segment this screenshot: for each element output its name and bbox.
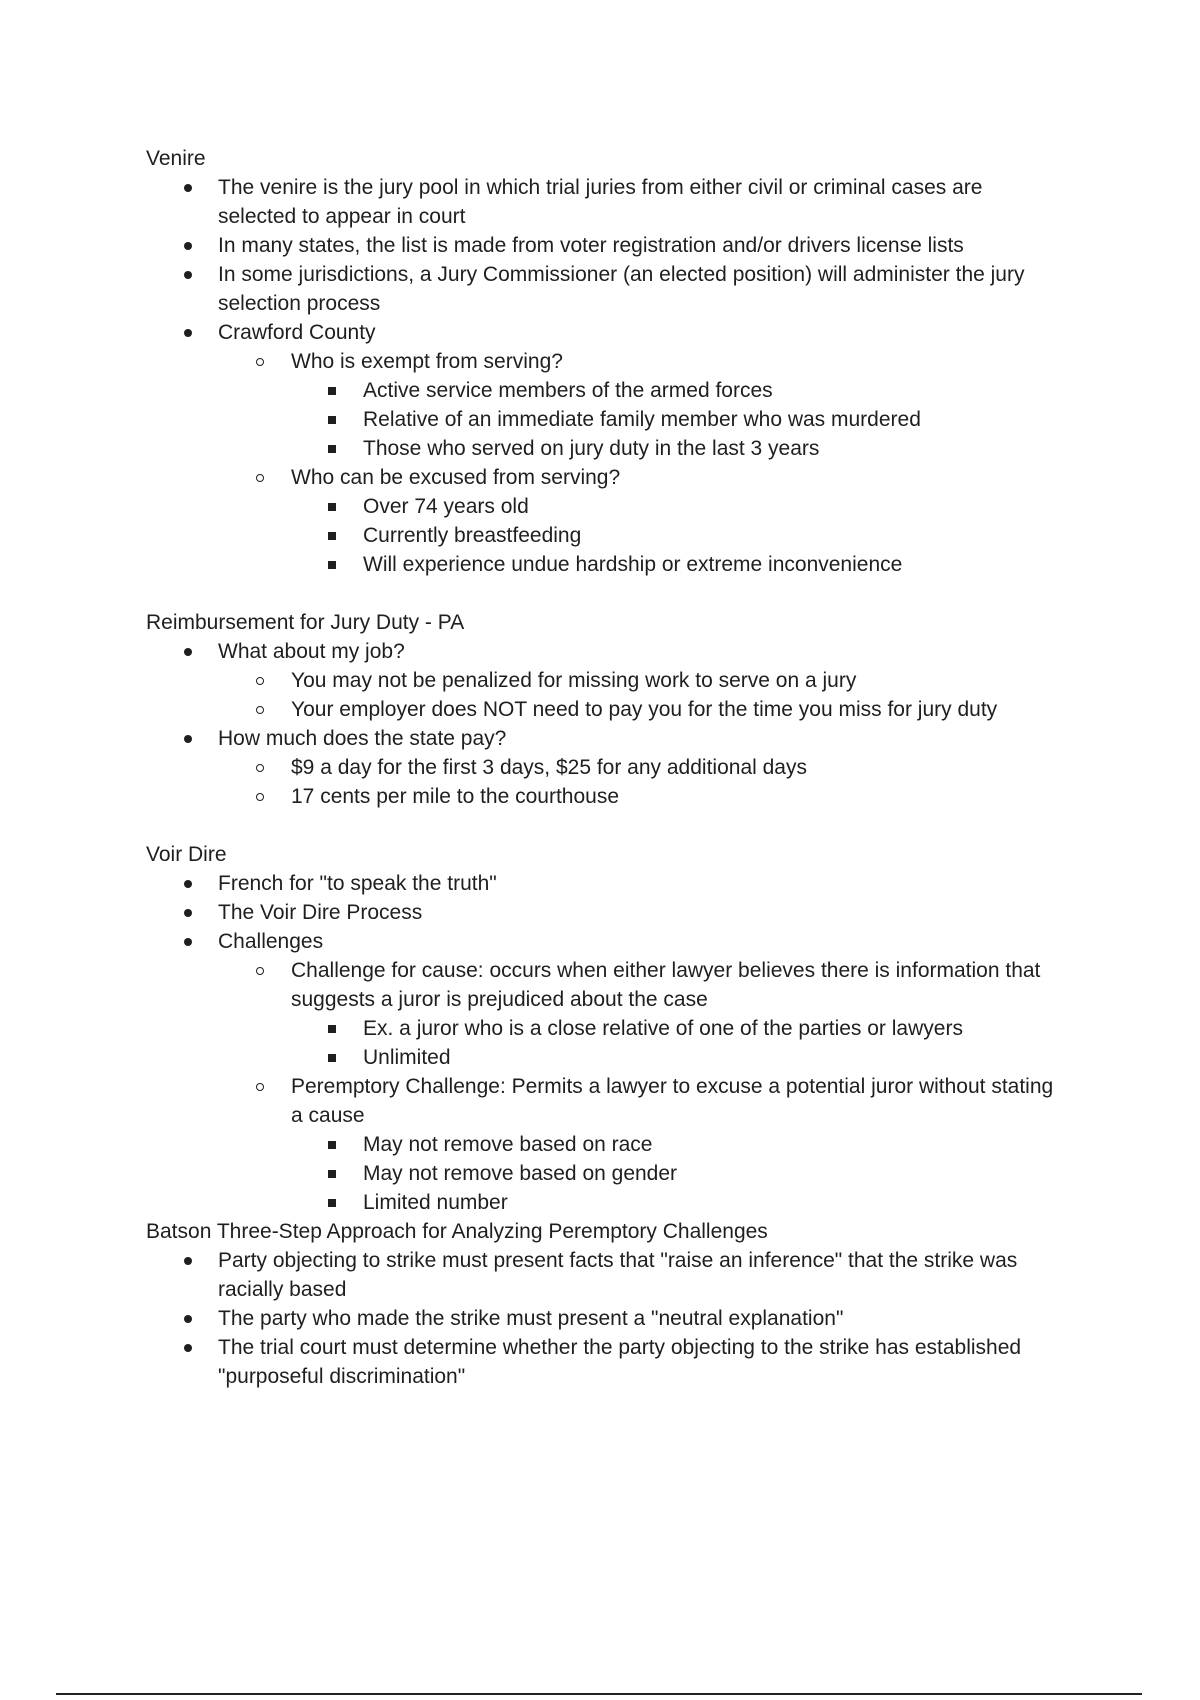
hollow-circle-bullet-icon [256,1072,264,1101]
list-item: Your employer does NOT need to pay you for the time you miss for jury duty [146,695,1106,724]
square-bullet-icon [328,376,336,405]
section-heading: Batson Three-Step Approach for Analyzing Peremptory Challenges [146,1220,768,1243]
filled-dot-bullet-icon [184,260,192,289]
section-heading: Voir Dire [146,843,227,866]
bullet-list [146,1246,1106,1391]
list-item: Who is exempt from serving? [146,347,1106,376]
list-item: Peremptory Challenge: Permits a lawyer to excuse a potential juror without stating a cause [146,1072,1106,1130]
list-item: In many states, the list is made from voter registration and/or drivers license lists [146,231,1106,260]
square-bullet-icon [328,405,336,434]
hollow-circle-bullet-icon [256,956,264,985]
square-bullet-icon [328,1188,336,1217]
hollow-circle-bullet-icon [256,695,264,724]
square-bullet-icon [328,434,336,463]
list-item: How much does the state pay? [146,724,1106,753]
list-item: What about my job? [146,637,1106,666]
list-item: Challenge for cause: occurs when either lawyer believes there is information that suggests a juror is prejudiced about the case [146,956,1106,1014]
hollow-circle-bullet-icon [256,782,264,811]
list-item: The party who made the strike must present a "neutral explanation" [146,1304,1106,1333]
list-item: Currently breastfeeding [146,521,1106,550]
filled-dot-bullet-icon [184,318,192,347]
hollow-circle-bullet-icon [256,463,264,492]
section-heading: Reimbursement for Jury Duty - PA [146,611,465,634]
list-item: Unlimited [146,1043,1106,1072]
list-item: $9 a day for the first 3 days, $25 for any additional days [146,753,1106,782]
square-bullet-icon [328,1043,336,1072]
filled-dot-bullet-icon [184,869,192,898]
section-batson [146,1217,1106,1391]
filled-dot-bullet-icon [184,231,192,260]
square-bullet-icon [328,1130,336,1159]
list-item: Limited number [146,1188,1106,1217]
list-item: You may not be penalized for missing work to serve on a jury [146,666,1106,695]
filled-dot-bullet-icon [184,1333,192,1362]
list-item: Who can be excused from serving? [146,463,1106,492]
list-item: The trial court must determine whether the party objecting to the strike has established "purposeful discrimination" [146,1333,1106,1391]
section-voir-dire [146,840,1106,1217]
square-bullet-icon [328,1014,336,1043]
page-bottom-rule [56,1693,1142,1695]
filled-dot-bullet-icon [184,898,192,927]
document-body [146,144,1106,1391]
list-item: May not remove based on gender [146,1159,1106,1188]
list-item: In some jurisdictions, a Jury Commissioner (an elected position) will administer the jury selection process [146,260,1106,318]
list-item: Those who served on jury duty in the last 3 years [146,434,1106,463]
section-reimbursement [146,608,1106,811]
filled-dot-bullet-icon [184,724,192,753]
section-heading: Venire [146,147,206,170]
list-item: Ex. a juror who is a close relative of one of the parties or lawyers [146,1014,1106,1043]
section-venire [146,144,1106,579]
paragraph-gap [146,811,1106,840]
list-item: Crawford County [146,318,1106,347]
bullet-list [146,637,1106,811]
list-item: Over 74 years old [146,492,1106,521]
square-bullet-icon [328,492,336,521]
filled-dot-bullet-icon [184,1304,192,1333]
square-bullet-icon [328,1159,336,1188]
hollow-circle-bullet-icon [256,666,264,695]
list-item: Relative of an immediate family member who was murdered [146,405,1106,434]
bullet-list [146,173,1106,579]
list-item: Active service members of the armed forces [146,376,1106,405]
bullet-list [146,869,1106,1217]
list-item: Will experience undue hardship or extreme inconvenience [146,550,1106,579]
paragraph-gap [146,579,1106,608]
filled-dot-bullet-icon [184,637,192,666]
hollow-circle-bullet-icon [256,347,264,376]
list-item: French for "to speak the truth" [146,869,1106,898]
list-item: Challenges [146,927,1106,956]
filled-dot-bullet-icon [184,173,192,202]
square-bullet-icon [328,521,336,550]
hollow-circle-bullet-icon [256,753,264,782]
list-item: May not remove based on race [146,1130,1106,1159]
list-item: 17 cents per mile to the courthouse [146,782,1106,811]
filled-dot-bullet-icon [184,927,192,956]
square-bullet-icon [328,550,336,579]
list-item: Party objecting to strike must present facts that "raise an inference" that the strike was racially based [146,1246,1106,1304]
list-item: The Voir Dire Process [146,898,1106,927]
list-item: The venire is the jury pool in which trial juries from either civil or criminal cases are selected to appear in court [146,173,1106,231]
filled-dot-bullet-icon [184,1246,192,1275]
